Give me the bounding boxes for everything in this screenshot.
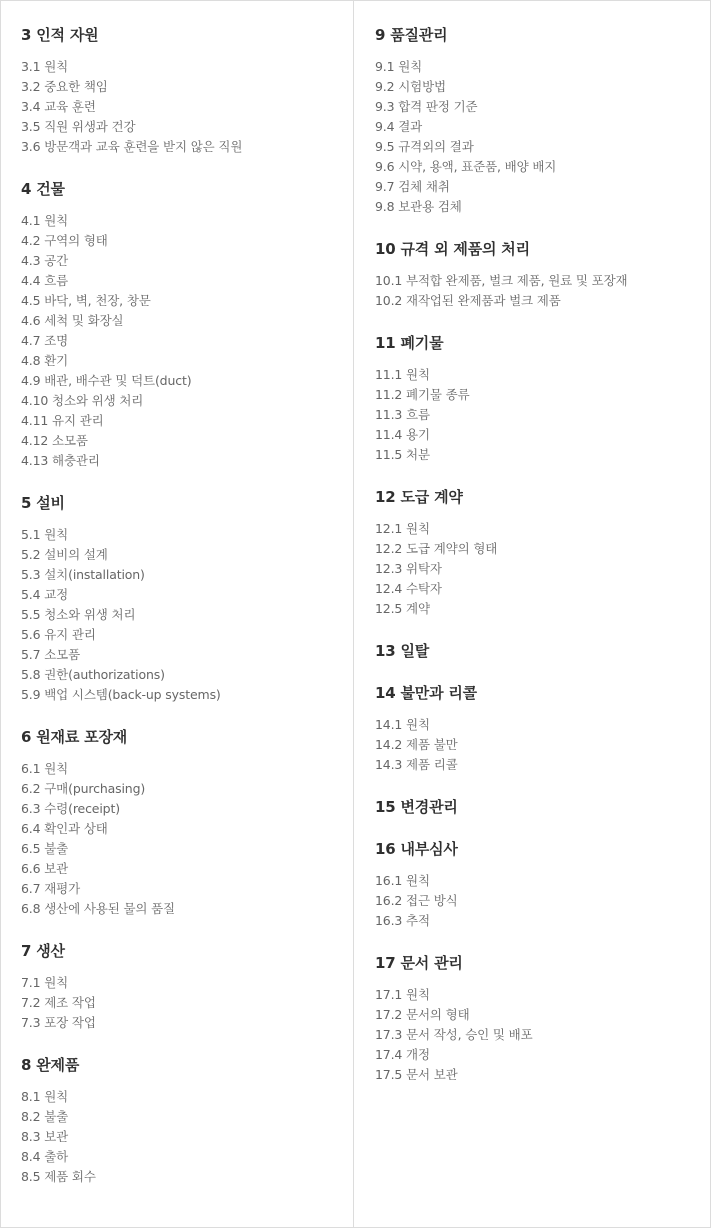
section-title: 17 문서 관리: [375, 954, 463, 972]
section-item: 6.5 불출: [21, 841, 69, 856]
section-item: 5.6 유지 관리: [21, 627, 96, 642]
section-item: 5.1 원칙: [21, 527, 69, 542]
section-item: 4.8 환기: [21, 353, 69, 368]
section-item: 6.1 원칙: [21, 761, 69, 776]
section-item: 4.11 유지 관리: [21, 413, 104, 428]
left-column: [1, 1, 354, 1227]
section-item: 8.2 불출: [21, 1109, 69, 1124]
section-title: 4 건물: [21, 180, 65, 198]
section-item: 7.2 제조 작업: [21, 995, 96, 1010]
section-title: 7 생산: [21, 942, 65, 960]
section-item-list: [21, 759, 333, 919]
section-title: 15 변경관리: [375, 798, 458, 816]
section-item-list: [21, 973, 333, 1033]
section-item: 3.6 방문객과 교육 훈련을 받지 않은 직원: [21, 139, 243, 154]
section-item: 5.2 설비의 설계: [21, 547, 108, 562]
section-title: 9 품질관리: [375, 26, 448, 44]
toc-section: [21, 493, 333, 705]
section-item: 11.3 흐름: [375, 407, 430, 422]
section-item: 4.9 배관, 배수관 및 덕트(duct): [21, 373, 192, 388]
section-item: 11.5 처분: [375, 447, 430, 462]
section-item-list: [375, 871, 690, 931]
section-item: 9.1 원칙: [375, 59, 423, 74]
toc-section: [375, 797, 690, 817]
section-item: 9.2 시험방법: [375, 79, 446, 94]
section-item: 6.4 확인과 상태: [21, 821, 108, 836]
section-item: 17.2 문서의 형태: [375, 1007, 470, 1022]
section-title: 12 도급 계약: [375, 488, 463, 506]
section-item: 4.7 조명: [21, 333, 69, 348]
section-item: 6.2 구매(purchasing): [21, 781, 146, 796]
section-item: 10.1 부적합 완제품, 벌크 제품, 원료 및 포장재: [375, 273, 628, 288]
section-item: 5.9 백업 시스템(back-up systems): [21, 687, 221, 702]
section-item: 3.2 중요한 책임: [21, 79, 108, 94]
section-item: 6.8 생산에 사용된 물의 품질: [21, 901, 175, 916]
section-item: 4.12 소모품: [21, 433, 88, 448]
toc-section: [375, 641, 690, 661]
section-item-list: [375, 57, 690, 217]
section-item-list: [375, 985, 690, 1085]
section-title: 14 불만과 리콜: [375, 684, 477, 702]
section-item-list: [21, 57, 333, 157]
section-item-list: [21, 1087, 333, 1187]
toc-section: [21, 1055, 333, 1187]
section-item: 4.4 흐름: [21, 273, 69, 288]
right-column: [354, 1, 710, 1227]
section-item: 8.1 원칙: [21, 1089, 69, 1104]
toc-section: [375, 239, 690, 311]
section-item: 4.6 세척 및 화장실: [21, 313, 124, 328]
section-item: 8.4 출하: [21, 1149, 69, 1164]
section-item: 10.2 재작업된 완제품과 벌크 제품: [375, 293, 561, 308]
section-item: 12.4 수탁자: [375, 581, 442, 596]
section-item: 9.6 시약, 용액, 표준품, 배양 배지: [375, 159, 557, 174]
section-item: 9.4 결과: [375, 119, 423, 134]
section-item: 8.3 보관: [21, 1129, 69, 1144]
section-item: 14.2 제품 불만: [375, 737, 458, 752]
toc-section: [375, 333, 690, 465]
section-title: 13 일탈: [375, 642, 430, 660]
section-item: 9.3 합격 판정 기준: [375, 99, 478, 114]
section-item-list: [375, 271, 690, 311]
section-item: 5.4 교정: [21, 587, 69, 602]
section-item-list: [375, 519, 690, 619]
section-item: 9.7 검체 채취: [375, 179, 450, 194]
section-item: 17.3 문서 작성, 승인 및 배포: [375, 1027, 533, 1042]
section-item: 3.1 원칙: [21, 59, 69, 74]
toc-section: [375, 839, 690, 931]
toc-section: [21, 179, 333, 471]
section-item: 12.3 위탁자: [375, 561, 442, 576]
section-title: 6 원재료 포장재: [21, 728, 128, 746]
toc-section: [21, 727, 333, 919]
section-item-list: [21, 525, 333, 705]
section-item: 6.6 보관: [21, 861, 69, 876]
section-title: 5 설비: [21, 494, 65, 512]
section-item: 5.3 설치(installation): [21, 567, 145, 582]
section-title: 10 규격 외 제품의 처리: [375, 240, 530, 258]
section-item: 17.1 원칙: [375, 987, 430, 1002]
toc-section: [375, 953, 690, 1085]
section-item: 5.7 소모품: [21, 647, 81, 662]
section-item: 11.1 원칙: [375, 367, 430, 382]
section-item: 4.13 해충관리: [21, 453, 100, 468]
section-item-list: [375, 715, 690, 775]
toc-section: [375, 487, 690, 619]
section-item: 4.10 청소와 위생 처리: [21, 393, 144, 408]
section-item: 3.5 직원 위생과 건강: [21, 119, 136, 134]
section-item-list: [375, 365, 690, 465]
section-item: 6.7 재평가: [21, 881, 81, 896]
section-item: 16.1 원칙: [375, 873, 430, 888]
section-item: 9.8 보관용 검체: [375, 199, 462, 214]
section-title: 8 완제품: [21, 1056, 80, 1074]
section-item: 8.5 제품 회수: [21, 1169, 96, 1184]
section-item: 16.2 접근 방식: [375, 893, 458, 908]
toc-section: [375, 25, 690, 217]
section-item: 9.5 규격외의 결과: [375, 139, 474, 154]
section-title: 16 내부심사: [375, 840, 458, 858]
section-item: 14.3 제품 리콜: [375, 757, 458, 772]
section-item: 4.2 구역의 형태: [21, 233, 108, 248]
section-item: 17.4 개정: [375, 1047, 430, 1062]
section-item: 11.2 폐기물 종류: [375, 387, 470, 402]
section-item: 4.1 원칙: [21, 213, 69, 228]
toc-section: [375, 683, 690, 775]
section-title: 3 인적 자원: [21, 26, 99, 44]
section-item: 7.3 포장 작업: [21, 1015, 96, 1030]
section-item: 6.3 수령(receipt): [21, 801, 120, 816]
section-title: 11 폐기물: [375, 334, 444, 352]
section-item: 5.8 권한(authorizations): [21, 667, 165, 682]
section-item: 12.2 도급 계약의 형태: [375, 541, 498, 556]
section-item: 12.1 원칙: [375, 521, 430, 536]
section-item: 16.3 추적: [375, 913, 430, 928]
section-item: 4.3 공간: [21, 253, 69, 268]
section-item: 17.5 문서 보관: [375, 1067, 458, 1082]
toc-section: [21, 941, 333, 1033]
section-item-list: [21, 211, 333, 471]
section-item: 11.4 용기: [375, 427, 430, 442]
toc-section: [21, 25, 333, 157]
section-item: 14.1 원칙: [375, 717, 430, 732]
section-item: 4.5 바닥, 벽, 천장, 창문: [21, 293, 151, 308]
section-item: 12.5 계약: [375, 601, 430, 616]
section-item: 5.5 청소와 위생 처리: [21, 607, 136, 622]
section-item: 3.4 교육 훈련: [21, 99, 96, 114]
section-item: 7.1 원칙: [21, 975, 69, 990]
